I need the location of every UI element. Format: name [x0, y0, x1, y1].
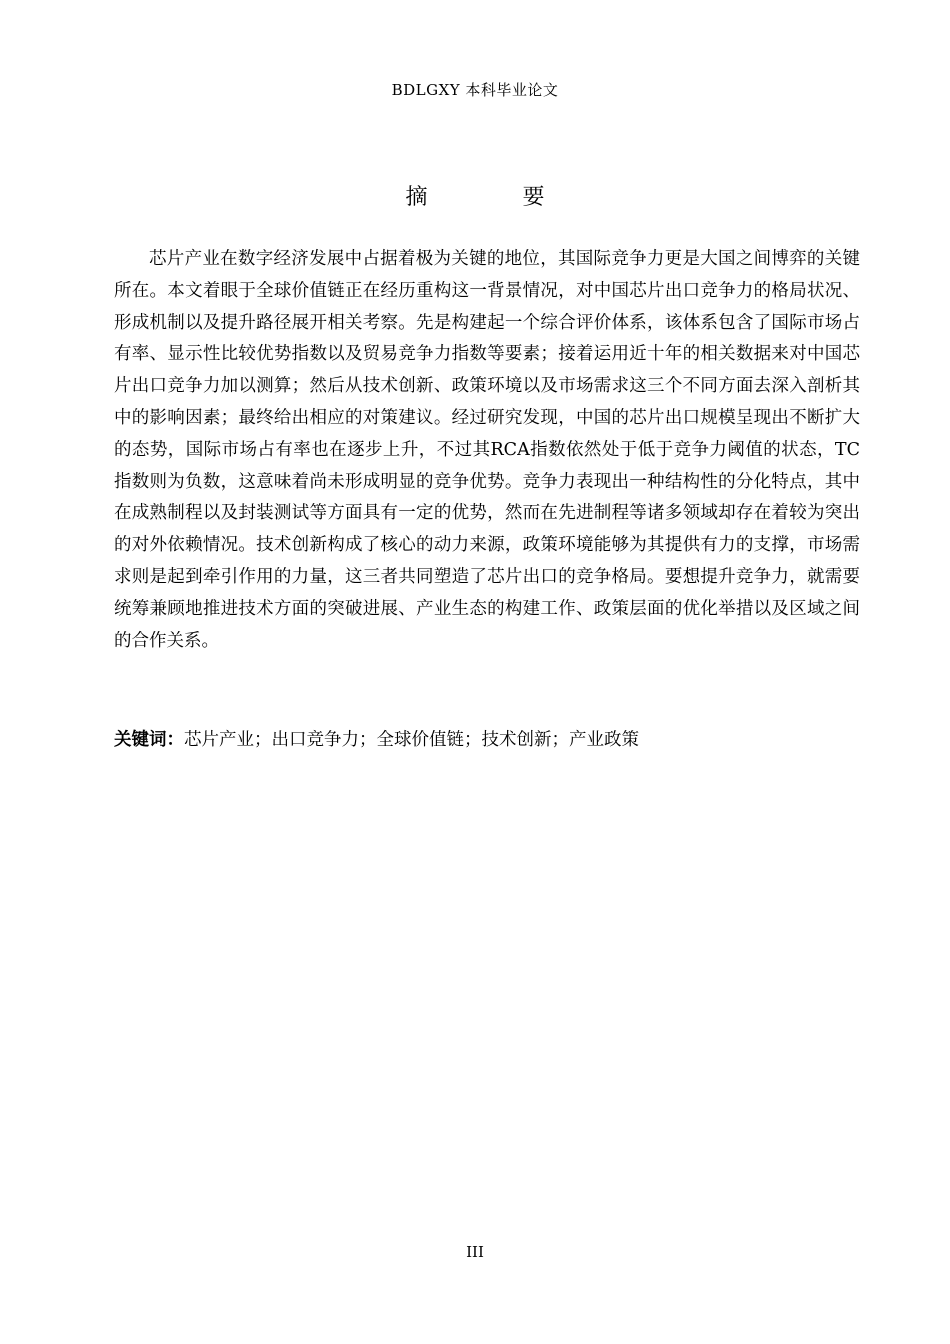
keywords-line	[114, 726, 860, 754]
abstract-title: 摘 要	[405, 185, 589, 210]
abstract-body: 芯片产业在数字经济发展中占据着极为关键的地位，其国际竞争力更是大国之间博弈的关键所在。本文着眼于全球价值链正在经历重构这一背景情况，对中国芯片出口竞争力的格局状况、形成机制以及提升路径展开相关考察。先是构建起一个综合评价体系，该体系包含了国际市场占有率、显示性比较优势指数以及贸易竞争力指数等要素；接着运用近十年的相关数据来对中国芯片出口竞争力加以测算；然后从技术创新、政策环境以及市场需求这三个不同方面去深入剖析其中的影响因素；最终给出相应的对策建议。经过研究发现，中国的芯片出口规模呈现出不断扩大的态势，国际市场占有率也在逐步上升，不过其RCA指数依然处于低于竞争力阈值的状态，TC指数则为负数，这意味着尚未形成明显的竞争优势。竞争力表现出一种结构性的分化特点，其中在成熟制程以及封装测试等方面具有一定的优势，然而在先进制程等诸多领域却存在着较为突出的对外依赖情况。技术创新构成了核心的动力来源，政策环境能够为其提供有力的支撑，市场需求则是起到牵引作用的力量，这三者共同塑造了芯片出口的竞争格局。要想提升竞争力，就需要统筹兼顾地推进技术方面的突破进展、产业生态的构建工作、政策层面的优化举措以及区域之间的合作关系。	[114, 249, 860, 651]
keywords-label: 关键词：	[114, 730, 184, 750]
running-header: BDLGXY 本科毕业论文	[391, 81, 559, 99]
page-number: III	[466, 1243, 484, 1261]
keywords-text: 芯片产业；出口竞争力；全球价值链；技术创新；产业政策	[184, 730, 639, 750]
